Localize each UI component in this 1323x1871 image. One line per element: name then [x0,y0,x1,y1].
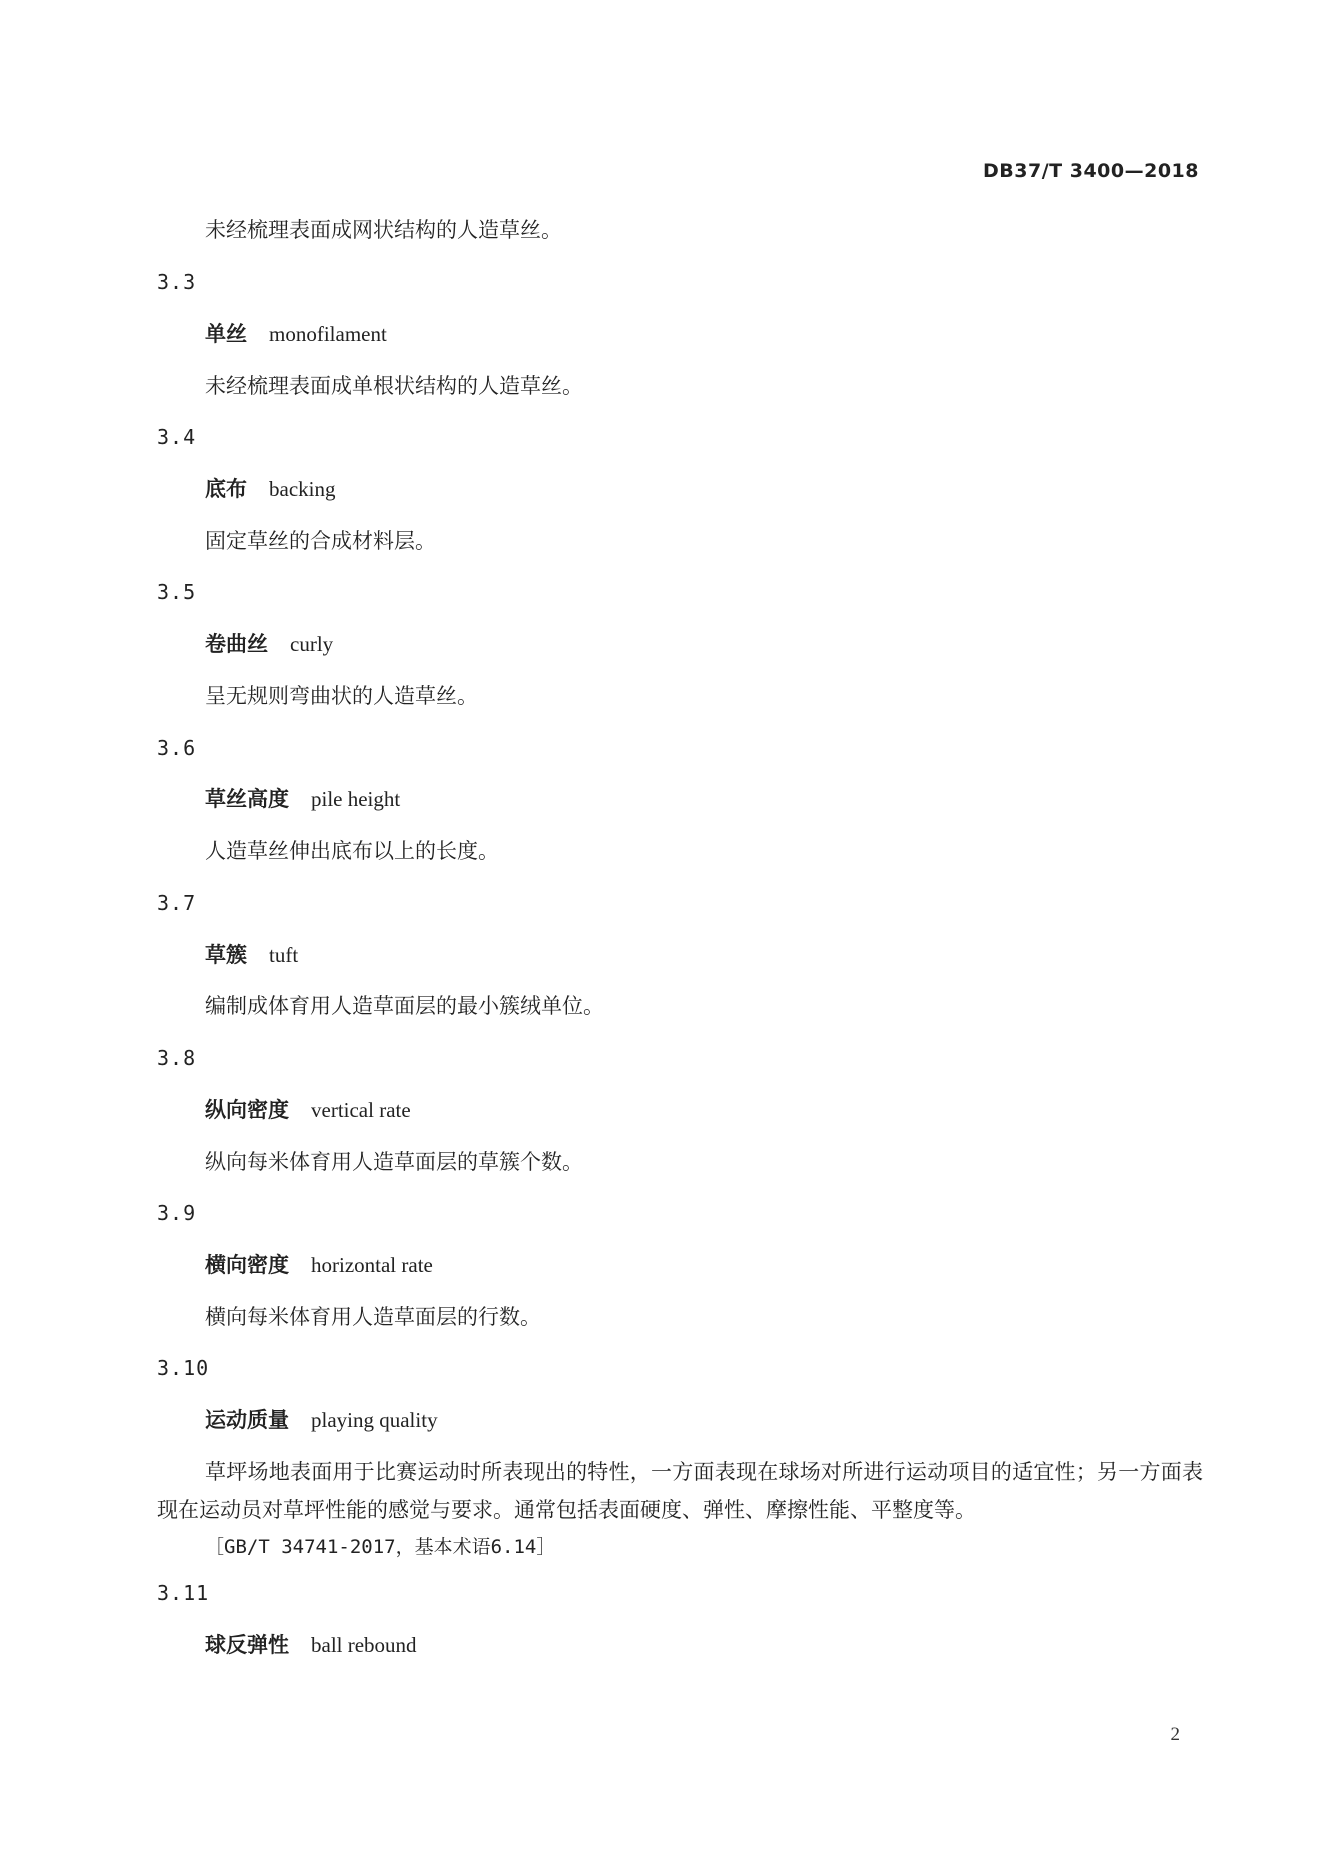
term-heading [205,1096,411,1124]
definition-text: 固定草丝的合成材料层。 [205,529,436,553]
term-number: 3.3 [157,270,197,294]
term-heading [205,630,333,658]
term-zh: 纵向密度 [205,1098,289,1122]
term-heading [205,1251,433,1279]
term-number: 3.11 [157,1581,210,1605]
standard-code: DB37/T 3400—2018 [983,160,1199,182]
term-zh: 横向密度 [205,1253,289,1277]
definition-text: 纵向每米体育用人造草面层的草簇个数。 [205,1150,583,1174]
definition-text: 呈无规则弯曲状的人造草丝。 [205,684,478,708]
definition-text: 横向每米体育用人造草面层的行数。 [205,1305,541,1329]
term-zh: 草簇 [205,943,247,967]
term-zh: 底布 [205,477,247,501]
term-heading [205,785,400,813]
page-number: 2 [1170,1724,1180,1745]
term-heading [205,1631,417,1659]
term-number: 3.8 [157,1046,197,1070]
term-zh: 草丝高度 [205,787,289,811]
term-zh: 卷曲丝 [205,632,268,656]
term-number: 3.10 [157,1356,210,1380]
term-en: playing quality [311,1408,438,1432]
term-en: vertical rate [311,1098,411,1122]
term-en: backing [269,477,336,501]
source-reference: ［GB/T 34741-2017，基本术语6.14］ [205,1536,556,1558]
term-zh: 球反弹性 [205,1633,289,1657]
term-heading [205,941,298,969]
term-en: monofilament [269,322,387,346]
term-heading [205,475,335,503]
term-number: 3.4 [157,425,197,449]
term-en: curly [290,632,334,656]
term-number: 3.7 [157,891,197,915]
definition-text: 未经梳理表面成单根状结构的人造草丝。 [205,374,583,398]
term-zh: 单丝 [205,322,247,346]
term-number: 3.6 [157,736,197,760]
term-zh: 运动质量 [205,1408,289,1432]
term-number: 3.9 [157,1201,197,1225]
term-en: pile height [311,787,401,811]
definition-paragraph: 草坪场地表面用于比赛运动时所表现出的特性，一方面表现在球场对所进行运动项目的适宜性；另一方面表现在运动员对草坪性能的感觉与要求。通常包括表面硬度、弹性、摩擦性能、平整度等。 [157,1460,1203,1522]
term-heading [205,1406,438,1434]
term-en: horizontal rate [311,1253,433,1277]
definition-text: 编制成体育用人造草面层的最小簇绒单位。 [205,994,604,1018]
definition-text: 未经梳理表面成网状结构的人造草丝。 [205,218,562,242]
term-en: tuft [269,943,299,967]
definition-text: 人造草丝伸出底布以上的长度。 [205,839,499,863]
term-heading [205,320,387,348]
term-number: 3.5 [157,580,197,604]
term-en: ball rebound [311,1633,417,1657]
